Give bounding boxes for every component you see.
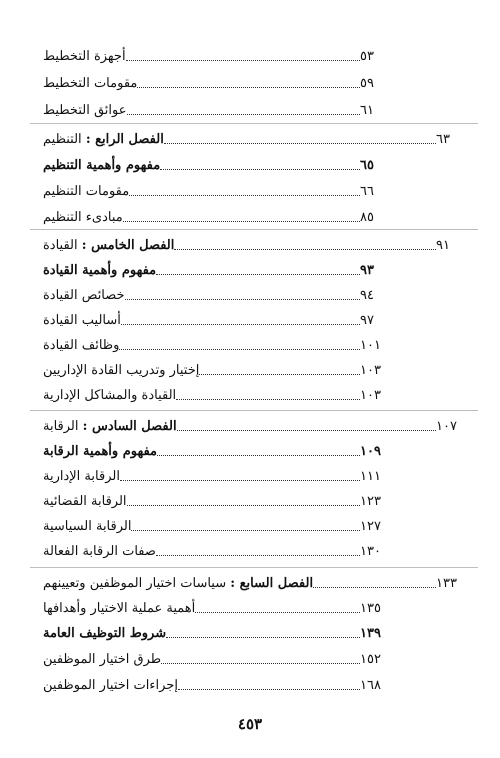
chapter-heading (40, 131, 164, 149)
entry-title: صفات الرقابة الفعالة (43, 544, 156, 559)
toc-entry[interactable] (40, 281, 394, 305)
toc-entry[interactable] (40, 594, 394, 618)
entry-title: مبادىء التنظيم (43, 210, 123, 225)
dot-leader (174, 249, 436, 250)
section-divider (30, 567, 478, 568)
chapter-heading (40, 575, 313, 593)
toc-chapter-entry[interactable] (40, 125, 470, 149)
entry-page: ١٠٣ (360, 388, 381, 403)
chapter-label: الفصل الرابع : (85, 132, 164, 147)
toc-entry[interactable] (40, 42, 394, 66)
dot-leader (313, 587, 436, 588)
toc-entry[interactable] (40, 69, 394, 93)
dot-leader (157, 455, 360, 456)
entry-page: ٩٧ (360, 313, 374, 328)
toc-entry[interactable] (40, 356, 394, 380)
entry-page: ١٠١ (360, 338, 381, 353)
entry-page: ٥٣ (360, 49, 374, 64)
chapter-label: الفصل السابع : (230, 576, 314, 591)
entry-title: أساليب القيادة (43, 313, 121, 328)
entry-title: مقومات التخطيط (43, 76, 138, 91)
toc-entry[interactable] (40, 151, 394, 175)
dot-leader (156, 555, 360, 556)
entry-page: ١٠٣ (360, 363, 381, 378)
entry-title: وظائف القيادة (43, 338, 120, 353)
entry-page: ١٠٧ (436, 419, 457, 434)
entry-title: إجراءات اختيار الموظفين (43, 678, 178, 693)
entry-page: ٦٣ (436, 132, 450, 147)
dot-leader (164, 143, 436, 144)
entry-title: مقومات التنظيم (43, 184, 130, 199)
entry-title: الرقابة الإدارية (43, 469, 120, 484)
section-divider (30, 123, 478, 124)
toc-chapter-entry[interactable] (40, 231, 470, 255)
toc-entry[interactable] (40, 645, 394, 669)
entry-page: ٨٥ (360, 210, 374, 225)
entry-title: الرقابة القضائية (43, 494, 127, 509)
dot-leader (161, 663, 360, 664)
entry-page: ١٢٣ (360, 494, 381, 509)
entry-page: ١٣٩ (360, 626, 381, 641)
toc-entry[interactable] (40, 671, 394, 695)
chapter-heading (40, 418, 177, 436)
entry-title: أهمية عملية الاختيار وأهدافها (43, 601, 196, 616)
entry-title: الرقابة السياسية (43, 519, 132, 534)
entry-title: شروط التوظيف العامة (43, 626, 167, 641)
entry-page: ١٣٣ (436, 576, 457, 591)
toc-entry[interactable] (40, 619, 394, 643)
entry-page: ٦٦ (360, 184, 374, 199)
entry-title: القيادة (43, 238, 78, 253)
entry-title: أجهزة التخطيط (43, 49, 126, 64)
entry-page: ٩٤ (360, 288, 374, 303)
dot-leader (137, 87, 360, 88)
dot-leader (119, 349, 360, 350)
toc-entry[interactable] (40, 203, 394, 227)
toc-entry[interactable] (40, 306, 394, 330)
dot-leader (160, 169, 360, 170)
entry-page: ١٣٠ (360, 544, 381, 559)
entry-title: مفهوم وأهمية الرقابة (43, 444, 158, 459)
section-divider (30, 410, 478, 411)
toc-chapter-entry[interactable] (40, 569, 470, 593)
chapter-label: الفصل الخامس : (81, 238, 175, 253)
dot-leader (120, 480, 360, 481)
dot-leader (121, 324, 360, 325)
entry-page: ٩١ (436, 238, 450, 253)
dot-leader (126, 60, 360, 61)
dot-leader (199, 374, 360, 375)
toc-chapter-entry[interactable] (40, 412, 470, 436)
dot-leader (166, 637, 360, 638)
toc-entry[interactable] (40, 177, 394, 201)
dot-leader (131, 530, 360, 531)
toc-entry[interactable] (40, 487, 394, 511)
toc-entry[interactable] (40, 256, 394, 280)
entry-page: ٦١ (360, 103, 374, 118)
toc-entry[interactable] (40, 462, 394, 486)
entry-page: ١٥٢ (360, 652, 381, 667)
entry-title: سياسات اختيار الموظفين وتعيينهم (43, 576, 227, 591)
toc-entry[interactable] (40, 331, 394, 355)
entry-title: مفهوم وأهمية التنظيم (43, 158, 161, 173)
section-divider (30, 229, 478, 230)
dot-leader (178, 689, 360, 690)
dot-leader (127, 114, 361, 115)
dot-leader (176, 399, 360, 400)
entry-title: القيادة والمشاكل الإدارية (43, 388, 177, 403)
entry-page: ٦٥ (360, 158, 374, 173)
entry-page: ١٦٨ (360, 678, 381, 693)
dot-leader (123, 221, 360, 222)
entry-page: ١٣٥ (360, 601, 381, 616)
dot-leader (156, 274, 360, 275)
entry-page: ١٠٩ (360, 444, 381, 459)
entry-page: ١٢٧ (360, 519, 381, 534)
toc-entry[interactable] (40, 537, 394, 561)
entry-title: الرقابة (43, 419, 79, 434)
chapter-label: الفصل السادس : (82, 419, 177, 434)
dot-leader (125, 299, 360, 300)
entry-title: التنظيم (43, 132, 82, 147)
entry-title: مفهوم وأهمية القيادة (43, 263, 157, 278)
chapter-heading (40, 237, 174, 255)
entry-title: إختيار وتدريب القادة الإداريين (43, 363, 200, 378)
entry-title: عوائق التخطيط (43, 103, 127, 118)
dot-leader (129, 195, 360, 196)
toc-entry[interactable] (40, 437, 394, 461)
entry-page: ٩٣ (360, 263, 374, 278)
dot-leader (195, 612, 360, 613)
dot-leader (127, 505, 360, 506)
entry-title: خصائص القيادة (43, 288, 125, 303)
entry-title: طرق اختيار الموظفين (43, 652, 162, 667)
page-number: ٤٥٣ (237, 715, 263, 733)
toc-entry[interactable] (40, 512, 394, 536)
toc-entry[interactable] (40, 381, 394, 405)
entry-page: ٥٩ (360, 76, 374, 91)
toc-entry[interactable] (40, 96, 394, 120)
dot-leader (177, 430, 436, 431)
entry-page: ١١١ (360, 469, 381, 484)
